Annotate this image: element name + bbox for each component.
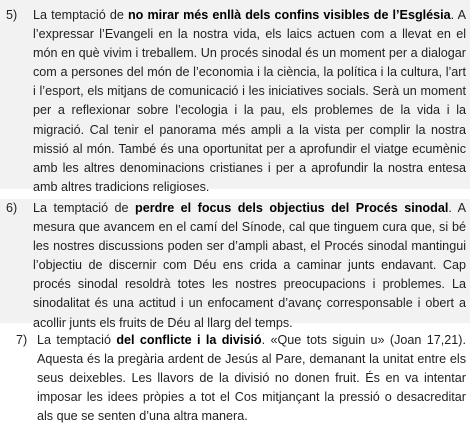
item-prefix: La temptació (37, 333, 117, 347)
item-heading: no mirar més enllà dels confins visibles de l’Església (127, 8, 451, 22)
item-text (37, 331, 466, 426)
item-body: . A mesura que avancem en el camí del Sínode, cal que tinguem cura que, si bé les nostres discussions poden ser d’ampli abast, el Procés sinodal mantingui l’objectiu de discernir com Déu ens crida a caminar junts endavant. Cap procés sinodal resoldrà totes les nostres preocupacions i problemes. La sinodalitat és una actitud i un enfocament d’avanç corresponsable i obert a acollir junts els fruits de Déu al llarg del temps. (33, 201, 466, 330)
item-heading: del conflicte i la divisió (116, 333, 262, 347)
item-body: . A l’expressar l’Evangeli en la nostra vida, els laics actuen com a llevat en el món en què vivim i treballem. Un procés sinodal és un moment per a dialogar com a persones del món de l’economia i la ciència, la política i la cultura, l’art i l’esport, els mitjans de comunicació i les iniciatives socials. Serà un moment per a reflexionar sobre l’ecologia i la pau, els problemes de la vida i la migració. Cal tenir el panorama més ampli a la vista per complir la nostra missió al món. També és una oportunitat per a aprofundir el viatge ecumènic amb les altres denominacions cristianes i per a aprofundir la nostra entesa amb altres tradicions religioses. (33, 8, 466, 194)
item-prefix: La temptació de (33, 201, 136, 215)
item-body: . «Que tots siguin u» (Joan 17,21). Aquesta és la pregària ardent de Jesús al Pare, demanant la unitat entre els seus deixebles. Les llavors de la divisió no donen fruit. És en va intentar imposar les idees pròpies a tot el Cos mitjançant la pressió o desacreditar als que se senten d’una altra manera. (37, 333, 466, 424)
item-number: 6) (6, 201, 18, 215)
item-prefix: La temptació de (33, 8, 128, 22)
item-text (33, 199, 466, 333)
item-number: 5) (6, 8, 18, 22)
item-text (33, 6, 466, 197)
item-number: 7) (16, 333, 28, 347)
item-heading: perdre el focus dels objectius del Procés sinodal (135, 201, 449, 215)
